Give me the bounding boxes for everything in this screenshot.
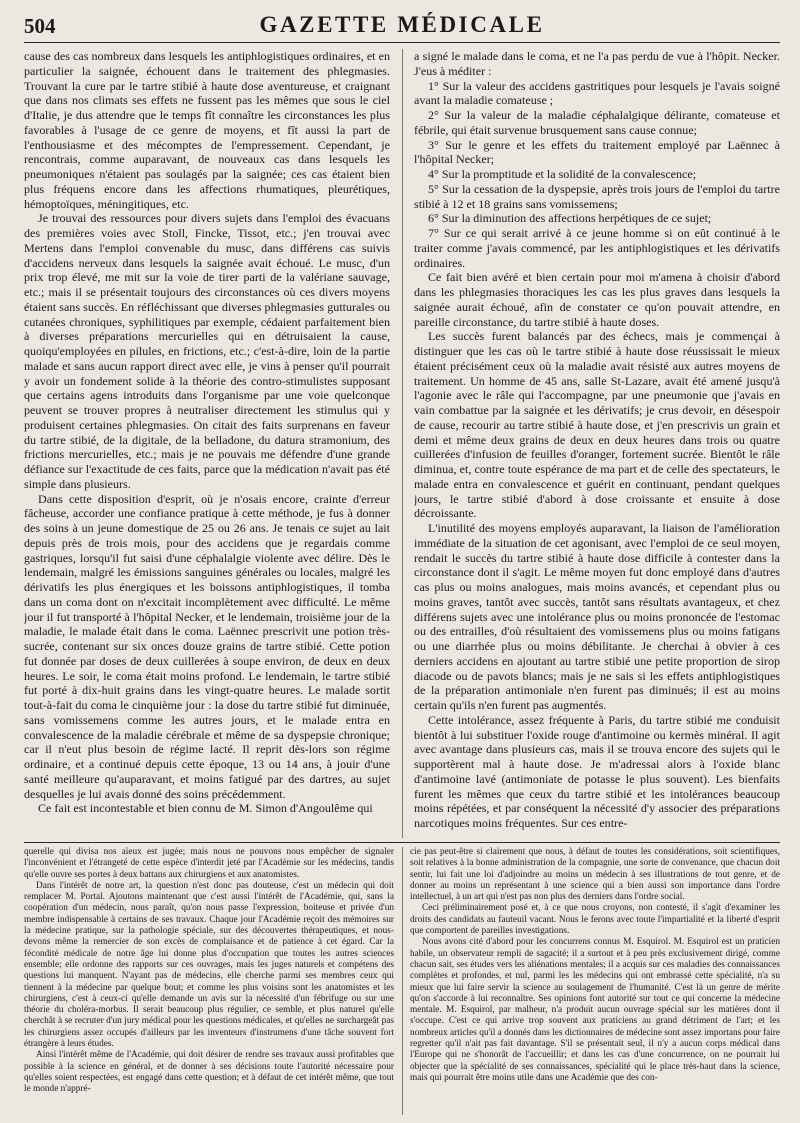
column-divider <box>402 49 403 838</box>
list-item: 3° Sur le genre et les effets du traitement employé par Laënnec à l'hôpital Necker; <box>414 137 780 167</box>
feuilleton-section <box>24 847 780 1115</box>
list-item: 7° Sur ce qui serait arrivé à ce jeune homme si on eût continué à le traiter comme j'avais commencé, par les antiphlogistiques et les dérivatifs ordinaires. <box>414 226 780 270</box>
paragraph: cause des cas nombreux dans lesquels les antiphlogistiques ordinaires, et en particulier la saignée, échouent dans le traitement des phlegmasies. Trouvant la cure par le tartre stibié à haute dose aventureuse, et craignant que dans nos climats ses effets ne fussent pas les mêmes que sous le ciel d'Italie, je dus attendre que le temps fît connaître les circonstances les plus favorables à l'usage de ce genre de moyens, et fît aussi la part de l'enthousiasme et des mécomptes de l'empressement. Cependant, je rencontrais, comme auparavant, de nouveaux cas dans lesquels les pneumoniques n'étaient pas soulagés par la saignée; ces cas étaient bien plus fréquens encore dans les affections rhumatiques, pleurétiques, hémoptoïques, méningitiques, etc. <box>24 49 390 211</box>
list-item: 4° Sur la promptitude et la solidité de la convalescence; <box>428 167 697 181</box>
paragraph: querelle qui divisa nos aïeux est jugée; mais nous ne pouvons nous empêcher de signaler l'inconvénient et l'étrangeté de cette espèce d'interdit jeté par l'Académie sur les médecins, tandis qu'elle ouvre ses portes à deux battans aux chirurgiens et aux anatomistes. <box>24 847 394 880</box>
list-item: 2° Sur la valeur de la maladie céphalalgique délirante, comateuse et fébrile, qui était survenue brusquement sans cause connue; <box>414 108 780 137</box>
article-column-left <box>24 49 390 838</box>
journal-title: GAZETTE MÉDICALE <box>259 12 545 37</box>
paragraph: Nous avons cité d'abord pour les concurrens connus M. Esquirol. M. Esquirol est un praticien habile, un observateur rempli de sagacité; il a surtout et à peu près exclusivement dirigé, comme chacun sait, ses études vers les aliénations mentales; il a acquis sur ces maladies des connaissances complètes et profondes, et nul, parmi les les médecins qui ont embrassé cette spécialité, n'a su mieux que lui faire servir la science au soulagement de l'humanité. C'est là un genre de mérite qu'on s'accorde à lui reconnaître. Ses opinions font autorité sur tout ce qui concerne la médecine mentale. M. Esquirol, par malheur, n'a produit aucun ouvrage spécial sur les matières dont il s'occupe. C'est ce qui arrive trop souvent aux praticiens au grand détriment de l'art; et les nombreux articles qu'il a donnés dans les dictionnaires de médecine sont assez importans pour faire regretter qu'il n'ait pas fait davantage. S'il se présentait seul, il n'y a aucun corps médical dans l'Europe qui ne s'honorât de l'accueillir; et dans les cas d'une concurrence, on ne pourrait lui objecter que la spécialité de ses connaissances, spécialité qui le place très-haut dans la science, mais qui pourrait être moins utile dans une Académie que des con- <box>410 937 780 1083</box>
paragraph: Cette intolérance, assez fréquente à Paris, du tartre stibié me conduisit bientôt à lui substituer l'oxide rouge d'antimoine ou kermès minéral. Il agit avec avantage dans plusieurs cas, mais il se trouva encore des sujets qui le supportèrent mal à haute dose. Je m'adressai alors à l'oxide blanc d'antimoine lavé (antimoniate de potasse le plus souvent). Les bienfaits furent les mêmes que ceux du tartre stibié et les intolérances beaucoup moins répétées, et par conséquent la nécessité d'y associer des préparations narcotiques moins fréquentes. Sur ces entre- <box>414 712 780 830</box>
list-item: 6° Sur la diminution des affections herpétiques de ce sujet; <box>428 211 712 226</box>
page-number: 504 <box>24 14 56 38</box>
paragraph: Dans cette disposition d'esprit, où je n'osais encore, crainte d'erreur fâcheuse, accorder une confiance pratique à cette méthode, je fus à donner des soins à un jeune domestique de 25 ou 26 ans. Je tenais ce sujet au lait depuis près de trois mois, pour des accidens que je regardais comme gastriques, lorsqu'il fut saisi d'une céphalalgie violente avec délire. Dès le lendemain, malgré les émissions sanguines générales ou locales, malgré les dérivatifs les plus énergiques et les boissons antiphlogistiques, il tomba dans un coma dont on n'excitait incomplètement avec difficulté. Le même jour il fut transporté à l'hôpital Necker, et le lendemain, troisième jour de la maladie, le malade était dans le coma. Laënnec prescrivit une potion très-sucrée, contenant sur six onces douze grains de tartre stibié. Cette potion fut donnée par doses de deux cuillerées à soupe environ, de deux en deux heures. Le soir, le coma était moins profond. Le lendemain, le tartre stibié fut porté à dix-huit grains dans les vingt-quatre heures. Le malade sortit tout-à-fait du coma le cinquième jour : la dose du tartre stibié fut diminuée, sans vomissemens comme les autres jours, et le malade entra en convalescence de la maladie cérébrale et même de sa dyspepsie chronique; car il n'eut plus besoin de régime lacté. Il reprit dès-lors son régime ordinaire, et a continué depuis cette époque, 13 ou 14 ans, à jouir d'une santé meilleure qu'auparavant, et moins fatigué par des dartres, au sujet desquelles je lui avais donné des soins précédemment. <box>24 491 390 801</box>
paragraph: Dans l'intérêt de notre art, la question n'est donc pas douteuse, c'est un médecin qui doit remplacer M. Portal. Ajoutons maintenant que c'est aussi l'intérêt de l'Académie, qui, sans la coopération d'un médecin, nous paraît, qu'on nous passe l'expression, boiteuse et privée d'un membre indispensable à certains de ses travaux. Chaque jour l'Académie reçoit des mémoires sur la médecine pratique, sur la pathologie spéciale, sur des découvertes thérapeutiques, et nous-devons même la remercier de son excès de complaisance et de patience à cet égard. Car la fécondité médicale de notre âge lui donne plus d'occupation que toutes les autres sciences ensemble; elle ordonne des rapports sur ces ouvrages, mais les juges naturels et compétens des questions lui manquent. N'ayant pas de médecins, elle cherche parmi ses membres ceux qui tiennent à la médecine par quelque bout; et comme les plus voisins sont les anatomistes et les chirurgiens, c'est à ceux-ci qu'elle demande un avis sur la nécessité d'un fébrifuge ou sur une théorie du choléra-morbus. Il serait beaucoup plus régulier, ce semble, et plus naturel qu'elle cherchât à se recruter d'un jury médical pour les questions médicales, et qu'elles ne surchargeât pas les chirurgiens assez occupés d'ailleurs par les inventeurs d'instrumens d'une tâche souvent fort étrangère à leurs études. <box>24 880 394 1050</box>
list-item: 1° Sur la valeur des accidens gastritiques pour lesquels je l'avais soigné avant la maladie comateuse ; <box>414 78 780 108</box>
article-body <box>24 49 780 838</box>
paragraph: L'inutilité des moyens employés auparavant, la liaison de l'amélioration immédiate de la situation de cet agonisant, avec l'emploi de ce seul moyen, rendait le succès du tartre stibié à haute dose difficile à contester dans la circonstance dont il s'agit. Le même moyen fut donc employé dans d'autres cas plus ou moins analogues, mais moins avancés, et cependant plus ou moins graves, tantôt avec succès, tantôt sans résultats avantageux, et chez différens sujets avec une intolérance plus ou moins prononcée de l'estomac ou des entrailles, d'où résultaient des vomissemens plus ou moins fatigans ou une diarrhée plus ou moins débilitante. Je cherchai à obvier à ces derniers accidens en ajoutant au tartre stibié une petite proportion de sirop diacode ou de pavots blancs; mais je ne sais si les effets antiphlogistiques de la préparation antimoniale n'en furent pas diminués; il est au moins certain qu'ils n'en furent pas augmentés. <box>414 521 780 712</box>
paragraph: Les succès furent balancés par des échecs, mais je commençai à distinguer que les cas où le tartre stibié à haute dose réussissait le mieux étaient précisément ceux où la maladie avait résisté aux autres moyens de traitement. Un homme de 45 ans, salle St-Lazare, avait été amené jusqu'à l'agonie avec le râle qui l'accompagne, par une pneumonie que j'avais en vain combattue par la saignée et les dérivatifs; je crus devoir, en désespoir de cause, recourir au tartre stibié à haute dose, et j'en prescrivis un grain et demi et même deux grains de deux en deux heures dans trois ou quatre cuillerées d'infusion de feuilles d'oranger, fortement sucrée. Bientôt le râle diminua, et, contre toute espérance de ma part et de celle des spectateurs, le malade entra en convalescence et guérit en continuant, pendant quelques jours, le tartre stibié d'abord à dose croissante et ensuite à dose décroissante. <box>414 329 780 521</box>
paragraph: Ceci préliminairement posé et, à ce que nous croyons, non contesté, il s'agit d'examiner les droits des candidats au fauteuil vacant. Nous le ferons avec toute l'impartialité et la liberté d'esprit que comportent de pareilles investigations. <box>410 903 780 937</box>
paragraph: Je trouvai des ressources pour divers sujets dans l'emploi des évacuans des premières voies avec Stoll, Fincke, Tissot, etc.; j'en trouvai avec Mertens dans l'emploi convenable du musc, dans différens cas suivis d'accidens nerveux dans lesquels la saignée avait échoué. Le musc, d'un prix trop élevé, me mit sur la voie de tirer parti de la valériane sauvage, etc.; mais il se présentait toujours des circonstances où ces divers moyens étaient sans succès. En réfléchissant que diverses phlegmasies gutturales ou cutanées chroniques, syphilitiques par exemple, cédaient parfaitement bien à diverses préparations mercurielles qui en détruisaient la cause, quoiqu'employées en pilules, en frictions, etc.; c'est-à-dire, loin de la partie malade et sans aucun rapport direct avec elle, je vins à penser qu'il pourrait y avoir un fondement solide à la théorie des contro-stimulistes supposant que certains agens introduits dans l'organisme par une voie quelconque peuvent se trouver propres à neutraliser directement les stimulus qui y produisent certaines phlegmasies. On citait des faits surprenans en faveur du tartre stibié, de la digitale, de la belladone, du datura stramonium, des frictions mercurielles, etc.; mais je ne pouvais me défendre d'une grande défiance sur l'exactitude de ces faits, parce que la médication n'avait pas été simple dans plusieurs. <box>24 211 390 491</box>
page-header <box>24 12 780 43</box>
feuilleton-column-right <box>410 847 780 1115</box>
article-column-right <box>414 49 780 838</box>
feuilleton-separator <box>24 842 780 843</box>
paragraph: Ce fait bien avéré et bien certain pour moi m'amena à choisir d'abord dans les phlegmasies thoraciques les cas les plus graves dans lesquels la saignée aurait échoué, afin de constater ce qu'on pouvait attendre, en pareille circonstance, du tartre stibié à haute doses. <box>414 270 780 329</box>
paragraph: Ainsi l'intérêt même de l'Académie, qui doit désirer de rendre ses travaux aussi profitables que possible à la science en général, et de donner à ses décisions toute l'autorité nécessaire pour qu'elles soient respectées, est engagé dans cette question; et à défaut de cet intérêt même, que tout le monde n'appré- <box>24 1050 394 1095</box>
list-item: 5° Sur la cessation de la dyspepsie, après trois jours de l'emploi du tartre stibié à 12 et 18 grains sans vomissemens; <box>414 181 780 211</box>
column-divider <box>402 847 403 1115</box>
paragraph: Ce fait est incontestable et bien connu de M. Simon d'Angoulême qui <box>38 801 373 816</box>
paragraph: a signé le malade dans le coma, et ne l'a pas perdu de vue à l'hôpit. Necker. J'eus à méditer : <box>414 49 780 78</box>
paragraph: cie pas peut-être si clairement que nous, à défaut de toutes les considérations, soit scientifiques, soit relatives à la bonne administration de la compagnie, une sorte de convenance, que chacun doit sentir, lui fait une loi d'adjoindre au moins un médecin à ses illustrations de tout genre, et de donner au moins un représentant à une science qui a bien aussi son importance dans l'ordre intellectuel, à un art qui n'est pas non plus des derniers dans l'ordre social. <box>410 847 780 903</box>
feuilleton-column-left <box>24 847 394 1115</box>
